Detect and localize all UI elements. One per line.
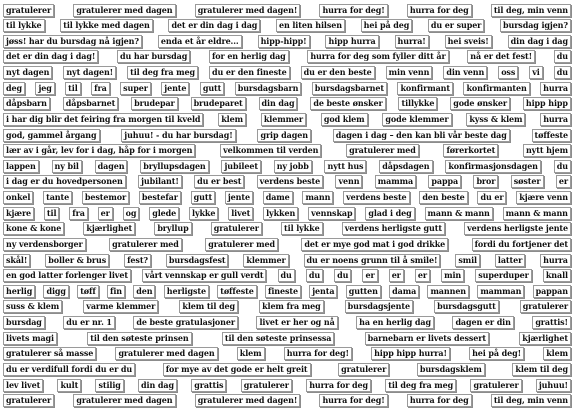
word-label: gutten: [346, 285, 381, 298]
word-label: nytt hus: [324, 160, 366, 173]
word-label: du er den fineste: [209, 66, 290, 79]
word-label: bursdagsbarnet: [312, 82, 387, 95]
word-label: hipp-hipp!: [258, 35, 310, 48]
word-label: kjære venn: [516, 191, 571, 204]
word-label: din dag: [259, 97, 298, 110]
word-label: digg: [43, 285, 68, 298]
word-label: det er din dag i dag: [168, 19, 260, 32]
word-label: herligste: [164, 285, 209, 298]
word-label: gratulerer med: [205, 238, 278, 251]
word-label: bestefar: [139, 191, 181, 204]
label-row: [3, 269, 571, 283]
word-label: nytt hjem: [523, 144, 571, 157]
word-label: klem fra meg: [259, 300, 324, 313]
word-label: du: [554, 160, 571, 173]
word-label: konfirmanten: [463, 82, 529, 95]
label-row: [3, 3, 571, 17]
word-label: din dag i dag: [508, 35, 571, 48]
word-label: gratulerer med dagen!: [195, 394, 301, 407]
word-label: fest?: [124, 254, 151, 267]
word-label: tøffeste: [217, 285, 257, 298]
word-label: hei på deg: [361, 19, 413, 32]
word-label: klemmer: [261, 113, 306, 126]
word-label: lær av i går, lev for i dag, håp for i morgen: [3, 144, 195, 157]
word-label: i dag er du hovedpersonen: [3, 175, 126, 188]
word-label: til den søteste prinsen: [87, 332, 191, 345]
word-label: til lykke: [281, 222, 323, 235]
label-row: [3, 66, 571, 80]
word-label: din venn: [443, 66, 487, 79]
word-label: bursdagsfest: [166, 254, 229, 267]
word-label: lykken: [263, 207, 298, 220]
word-label: gratulerer med dagen: [115, 347, 217, 360]
word-label: gode ønsker: [450, 97, 510, 110]
label-row: [3, 253, 571, 267]
word-label: livets magi: [3, 332, 57, 345]
word-label: gode klemmer: [382, 113, 451, 126]
word-label: du: [334, 269, 351, 282]
word-label: du er super: [428, 19, 484, 32]
word-label: hurra for deg!: [319, 4, 387, 17]
word-label: gratulerer med dagen: [73, 4, 175, 17]
label-row: [3, 19, 571, 33]
word-label: gratulerer: [470, 379, 521, 392]
word-label: du: [554, 66, 571, 79]
label-row: [3, 222, 571, 236]
word-label: herlig: [3, 285, 35, 298]
word-label: de beste ønsker: [310, 97, 385, 110]
word-label: førerkortet: [443, 144, 498, 157]
word-label: din dag: [138, 379, 177, 392]
word-label: nyt dagen!: [63, 66, 116, 79]
word-label: grattis: [191, 379, 226, 392]
word-label: jente: [225, 191, 253, 204]
word-label: lykke: [189, 207, 218, 220]
word-label: du er best: [194, 175, 244, 188]
word-label: hipp hurra: [325, 35, 378, 48]
label-row: [3, 112, 571, 126]
word-label: hurra for deg!: [319, 394, 387, 407]
word-label: verdens beste: [343, 191, 409, 204]
word-label: mamma: [375, 175, 416, 188]
word-label: nyt dagen: [3, 66, 52, 79]
label-row: [3, 206, 571, 220]
word-label: er: [389, 269, 404, 282]
word-label: hurra for deg: [407, 4, 472, 17]
word-label: vennskap: [308, 207, 355, 220]
word-label: verdens herligste jente: [464, 222, 571, 235]
word-label: brudeparet: [191, 97, 246, 110]
word-label: klemmer: [243, 254, 288, 267]
word-label: vi: [529, 66, 543, 79]
word-label: du har bursdag: [117, 50, 190, 63]
word-label: dame: [263, 191, 293, 204]
word-label: suss & klem: [3, 300, 62, 313]
label-row: [3, 331, 571, 345]
word-label: nå er det fest!: [467, 50, 535, 63]
word-label: det er din dag i dag!: [3, 50, 98, 63]
word-label: glede: [149, 207, 179, 220]
word-label: gratulerer: [3, 394, 54, 407]
word-label: til: [65, 82, 80, 95]
word-label: hurra for deg: [306, 379, 371, 392]
word-label: tillykke: [398, 97, 437, 110]
word-label: konfirmasjonsdagen: [445, 160, 541, 173]
word-label: bror: [473, 175, 498, 188]
word-label: for en herlig dag: [209, 50, 289, 63]
word-label: deg: [3, 82, 25, 95]
word-label: fordi du fortjener det: [472, 238, 571, 251]
label-row: [3, 300, 571, 314]
word-label: onkel: [3, 191, 33, 204]
word-label: super: [120, 82, 151, 95]
word-label: juhuu!: [536, 379, 571, 392]
word-label: er: [556, 175, 571, 188]
word-label: livet: [228, 207, 253, 220]
word-label: klem: [543, 347, 571, 360]
label-row: [3, 34, 571, 48]
word-label: oss: [498, 66, 518, 79]
sticker-sheet: [3, 3, 571, 408]
label-row: [3, 316, 571, 330]
word-label: klem: [237, 347, 265, 360]
word-label: hurra: [540, 113, 571, 126]
word-label: hei sveis!: [445, 35, 492, 48]
word-label: ny verdensborger: [3, 238, 86, 251]
word-label: jente: [161, 82, 189, 95]
word-label: tante: [43, 191, 72, 204]
word-label: klem til deg: [179, 300, 238, 313]
word-label: du er verdifull fordi du er du: [3, 363, 135, 376]
word-label: til: [44, 207, 59, 220]
word-label: jeg: [35, 82, 54, 95]
word-label: dåpsbarnet: [63, 97, 118, 110]
word-label: tøff: [77, 285, 99, 298]
word-label: er: [362, 269, 377, 282]
word-label: til den søteste prinsessa: [222, 332, 335, 345]
word-label: min venn: [386, 66, 433, 79]
word-label: verdens beste: [257, 175, 323, 188]
word-label: jenta: [309, 285, 337, 298]
word-label: grip dagen: [257, 129, 311, 142]
word-label: hurra: [540, 254, 571, 267]
word-label: og: [123, 207, 140, 220]
word-label: til lykke: [3, 19, 45, 32]
word-label: bursdagsgutt: [434, 300, 499, 313]
word-label: kone & kone: [3, 222, 64, 235]
word-label: smil: [455, 254, 480, 267]
label-row: [3, 175, 571, 189]
word-label: du er den beste: [301, 66, 375, 79]
word-label: venn: [335, 175, 362, 188]
word-label: bryllup: [154, 222, 191, 235]
word-label: vårt vennskap er gull verdt: [142, 269, 266, 282]
word-label: konfirmant: [397, 82, 453, 95]
word-label: verdens herligste gutt: [342, 222, 445, 235]
word-label: enda et år eldre...: [158, 35, 242, 48]
word-label: du: [554, 50, 571, 63]
word-label: barnebarn er livets dessert: [365, 332, 489, 345]
word-label: jøss! har du bursdag nå igjen?: [3, 35, 142, 48]
word-label: juhuu! - du har bursdag!: [121, 129, 235, 142]
word-label: du er nr. 1: [63, 316, 115, 329]
word-label: hei på deg!: [469, 347, 524, 360]
word-label: gratulerer med dagen: [73, 394, 175, 407]
word-label: bryllupsdagen: [140, 160, 208, 173]
word-label: gratulerer så masse: [3, 347, 96, 360]
word-label: mann & mann: [425, 207, 493, 220]
word-label: mannen: [427, 285, 469, 298]
label-row: [3, 362, 571, 376]
label-row: [3, 284, 571, 298]
word-label: ny bil: [52, 160, 82, 173]
word-label: lev livet: [3, 379, 43, 392]
word-label: til deg, min venn: [491, 394, 571, 407]
word-label: god klem: [321, 113, 368, 126]
word-label: stilig: [95, 379, 123, 392]
word-label: gratulerer med: [109, 238, 182, 251]
word-label: søster: [511, 175, 544, 188]
word-label: en god latter forlenger livet: [3, 269, 131, 282]
word-label: hurra for deg som fyller ditt år: [307, 50, 448, 63]
word-label: i har dig blir det feiring fra morgen til kveld: [3, 113, 203, 126]
word-label: bestemor: [82, 191, 129, 204]
word-label: til deg fra meg: [127, 66, 198, 79]
label-row: [3, 128, 571, 142]
word-label: kult: [57, 379, 81, 392]
word-label: jubilant!: [138, 175, 182, 188]
label-row: [3, 50, 571, 64]
word-label: klem til deg: [512, 363, 571, 376]
word-label: de beste gratulasjoner: [133, 316, 238, 329]
label-row: [3, 237, 571, 251]
word-label: varme klemmer: [83, 300, 158, 313]
word-label: grattis!: [532, 316, 571, 329]
word-label: dagen i dag – den kan bli vår beste dag: [333, 129, 510, 142]
word-label: fra: [91, 82, 110, 95]
word-label: gratulerer: [338, 363, 389, 376]
word-label: mann: [302, 191, 333, 204]
word-label: hurra!: [395, 35, 429, 48]
word-label: gutt: [200, 82, 224, 95]
word-label: livet er her og nå: [256, 316, 337, 329]
word-label: den: [133, 285, 155, 298]
word-label: fineste: [265, 285, 301, 298]
word-label: ha en herlig dag: [356, 316, 434, 329]
label-row: [3, 378, 571, 392]
word-label: god, gammel årgang: [3, 129, 100, 142]
word-label: kyss & klem: [466, 113, 525, 126]
word-label: dåpsdagen: [379, 160, 432, 173]
label-row: [3, 394, 571, 408]
label-row: [3, 159, 571, 173]
word-label: dagen: [95, 160, 128, 173]
label-row: [3, 97, 571, 111]
word-label: jubileet: [221, 160, 260, 173]
word-label: latter: [495, 254, 525, 267]
label-row: [3, 81, 571, 95]
word-label: til lykke med dagen: [60, 19, 153, 32]
word-label: knall: [543, 269, 571, 282]
word-label: pappa: [428, 175, 461, 188]
word-label: mamman: [477, 285, 524, 298]
word-label: hipp hipp: [523, 97, 571, 110]
word-label: den beste: [419, 191, 467, 204]
word-label: bursdag: [3, 316, 45, 329]
word-label: bursdagsklem: [417, 363, 485, 376]
word-label: en liten hilsen: [276, 19, 345, 32]
word-label: du er: [477, 191, 506, 204]
word-label: er: [98, 207, 113, 220]
word-label: du: [278, 269, 295, 282]
label-row: [3, 144, 571, 158]
word-label: mann & mann: [503, 207, 571, 220]
word-label: dama: [389, 285, 419, 298]
word-label: klem: [218, 113, 246, 126]
word-label: skål!: [3, 254, 30, 267]
word-label: gratulerer med: [346, 144, 419, 157]
word-label: er: [415, 269, 430, 282]
word-label: hurra: [540, 82, 571, 95]
word-label: gratulerer: [211, 222, 262, 235]
word-label: hipp hipp hurra!: [371, 347, 450, 360]
word-label: superduper: [475, 269, 532, 282]
word-label: kjærlighet: [519, 332, 571, 345]
word-label: gratulerer: [3, 4, 54, 17]
word-label: du er noens grunn til å smile!: [304, 254, 441, 267]
word-label: brudepar: [131, 97, 178, 110]
word-label: lappen: [3, 160, 39, 173]
word-label: kjærlighet: [83, 222, 135, 235]
word-label: det er mye god mat i god drikke: [301, 238, 448, 251]
word-label: fra: [69, 207, 88, 220]
word-label: glad i deg: [365, 207, 414, 220]
word-label: dåpsbarn: [3, 97, 50, 110]
word-label: hurra for deg: [407, 394, 472, 407]
word-label: for mye av det gode er helt greit: [163, 363, 311, 376]
word-label: dagen er din: [452, 316, 513, 329]
word-label: bursdag igjen?: [500, 19, 571, 32]
word-label: fin: [107, 285, 125, 298]
word-label: boller & brus: [45, 254, 109, 267]
word-label: du: [306, 269, 323, 282]
word-label: gutt: [191, 191, 215, 204]
word-label: gratulerer: [241, 379, 292, 392]
word-label: tøffeste: [532, 129, 572, 142]
word-label: gratulerer: [520, 300, 571, 313]
word-label: bursdagsbarn: [235, 82, 302, 95]
word-label: bursdagsjente: [345, 300, 413, 313]
word-label: min: [441, 269, 464, 282]
word-label: kjære: [3, 207, 34, 220]
word-label: pappan: [533, 285, 571, 298]
label-row: [3, 191, 571, 205]
word-label: hurra for deg!: [284, 347, 352, 360]
label-row: [3, 347, 571, 361]
word-label: velkommen til verden: [220, 144, 321, 157]
word-label: gratulerer med dagen!: [195, 4, 301, 17]
word-label: til deg, min venn: [491, 4, 571, 17]
word-label: til deg fra meg: [385, 379, 456, 392]
word-label: ny jobb: [274, 160, 312, 173]
